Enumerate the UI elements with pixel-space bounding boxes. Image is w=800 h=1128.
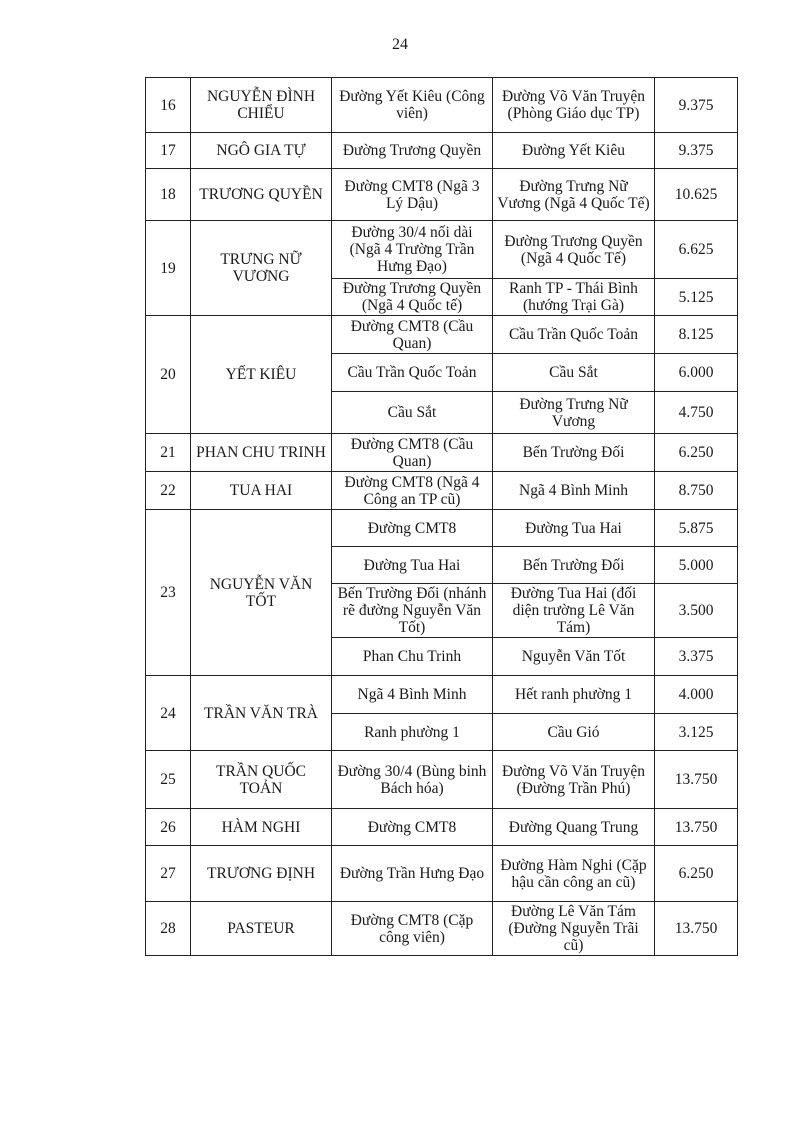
segment-price: 9.375 [655,78,738,133]
segment-from: Đường CMT8 (Ngã 3 Lý Dậu) [332,169,493,221]
segment-from: Đường CMT8 [332,809,493,846]
row-number: 23 [146,510,191,676]
street-name: TUA HAI [191,472,332,510]
row-number: 20 [146,316,191,434]
segment-to: Đường Võ Văn Truyện (Phòng Giáo dục TP) [493,78,655,133]
row-number: 16 [146,78,191,133]
segment-price: 4.000 [655,676,738,714]
table-row [146,809,738,846]
segment-price: 3.375 [655,638,738,676]
segment-price: 3.125 [655,714,738,751]
table-row [146,510,738,547]
segment-to: Đường Võ Văn Truyện (Đường Trần Phú) [493,751,655,809]
segment-price: 5.875 [655,510,738,547]
page-number: 24 [392,36,408,53]
segment-from: Đường CMT8 (Ngã 4 Công an TP cũ) [332,472,493,510]
row-number: 21 [146,434,191,472]
row-number: 28 [146,902,191,956]
segment-from: Đường Trần Hưng Đạo [332,846,493,902]
table-row [146,133,738,169]
segment-from: Đường CMT8 [332,510,493,547]
table-row [146,316,738,354]
segment-to: Đường Tua Hai [493,510,655,547]
segment-to: Cầu Sắt [493,354,655,392]
segment-from: Đường CMT8 (Cặp công viên) [332,902,493,956]
segment-from: Ranh phường 1 [332,714,493,751]
segment-to: Nguyễn Văn Tốt [493,638,655,676]
street-name: PASTEUR [191,902,332,956]
street-name: YẾT KIÊU [191,316,332,434]
segment-to: Ranh TP - Thái Bình (hướng Trại Gà) [493,279,655,316]
table-row [146,902,738,956]
segment-from: Đường 30/4 nối dài (Ngã 4 Trường Trần Hưng Đạo) [332,221,493,279]
segment-to: Cầu Trần Quốc Toản [493,316,655,354]
segment-to: Bến Trường Đối [493,434,655,472]
segment-from: Đường CMT8 (Cầu Quan) [332,434,493,472]
segment-from: Cầu Trần Quốc Toản [332,354,493,392]
table-row [146,221,738,279]
segment-to: Đường Quang Trung [493,809,655,846]
table-row [146,434,738,472]
street-name: PHAN CHU TRINH [191,434,332,472]
segment-from: Đường Trương Quyền (Ngã 4 Quốc tế) [332,279,493,316]
land-price-table [145,77,738,956]
street-name: HÀM NGHI [191,809,332,846]
segment-price: 4.750 [655,392,738,434]
row-number: 25 [146,751,191,809]
segment-price: 6.250 [655,846,738,902]
segment-to: Đường Hàm Nghi (Cặp hậu cần công an cũ) [493,846,655,902]
row-number: 24 [146,676,191,751]
segment-price: 6.000 [655,354,738,392]
segment-to: Cầu Gió [493,714,655,751]
segment-to: Đường Lê Văn Tám (Đường Nguyễn Trãi cũ) [493,902,655,956]
segment-price: 13.750 [655,809,738,846]
segment-price: 8.125 [655,316,738,354]
table-row [146,846,738,902]
segment-price: 10.625 [655,169,738,221]
table-row [146,169,738,221]
table-row [146,78,738,133]
segment-from: Bến Trường Đối (nhánh rẽ đường Nguyễn Văn Tốt) [332,584,493,638]
street-name: TRƯNG NỮ VƯƠNG [191,221,332,316]
segment-from: Đường 30/4 (Bùng binh Bách hóa) [332,751,493,809]
segment-to: Đường Yết Kiêu [493,133,655,169]
segment-to: Đường Trương Quyền (Ngã 4 Quốc Tế) [493,221,655,279]
street-name: TRẦN VĂN TRÀ [191,676,332,751]
segment-price: 5.125 [655,279,738,316]
segment-from: Ngã 4 Bình Minh [332,676,493,714]
segment-price: 13.750 [655,751,738,809]
segment-price: 8.750 [655,472,738,510]
segment-price: 13.750 [655,902,738,956]
segment-to: Hết ranh phường 1 [493,676,655,714]
segment-from: Cầu Sắt [332,392,493,434]
street-name: NGUYỄN VĂN TỐT [191,510,332,676]
row-number: 27 [146,846,191,902]
street-name: TRẦN QUỐC TOẢN [191,751,332,809]
table-row [146,676,738,714]
segment-to: Bến Trường Đối [493,547,655,584]
table-row [146,472,738,510]
row-number: 17 [146,133,191,169]
street-name: TRƯƠNG ĐỊNH [191,846,332,902]
segment-price: 6.250 [655,434,738,472]
row-number: 19 [146,221,191,316]
segment-to: Đường Trưng Nữ Vương (Ngã 4 Quốc Tế) [493,169,655,221]
segment-from: Đường Tua Hai [332,547,493,584]
segment-to: Đường Tua Hai (đối diện trường Lê Văn Tám) [493,584,655,638]
row-number: 22 [146,472,191,510]
segment-from: Phan Chu Trinh [332,638,493,676]
segment-to: Đường Trưng Nữ Vương [493,392,655,434]
segment-price: 5.000 [655,547,738,584]
segment-from: Đường CMT8 (Cầu Quan) [332,316,493,354]
segment-from: Đường Yết Kiêu (Công viên) [332,78,493,133]
table-row [146,751,738,809]
segment-price: 9.375 [655,133,738,169]
street-name: TRƯƠNG QUYỀN [191,169,332,221]
street-name: NGÔ GIA TỰ [191,133,332,169]
segment-to: Ngã 4 Bình Minh [493,472,655,510]
segment-price: 3.500 [655,584,738,638]
row-number: 18 [146,169,191,221]
segment-from: Đường Trương Quyền [332,133,493,169]
row-number: 26 [146,809,191,846]
segment-price: 6.625 [655,221,738,279]
street-name: NGUYỄN ĐÌNH CHIỂU [191,78,332,133]
